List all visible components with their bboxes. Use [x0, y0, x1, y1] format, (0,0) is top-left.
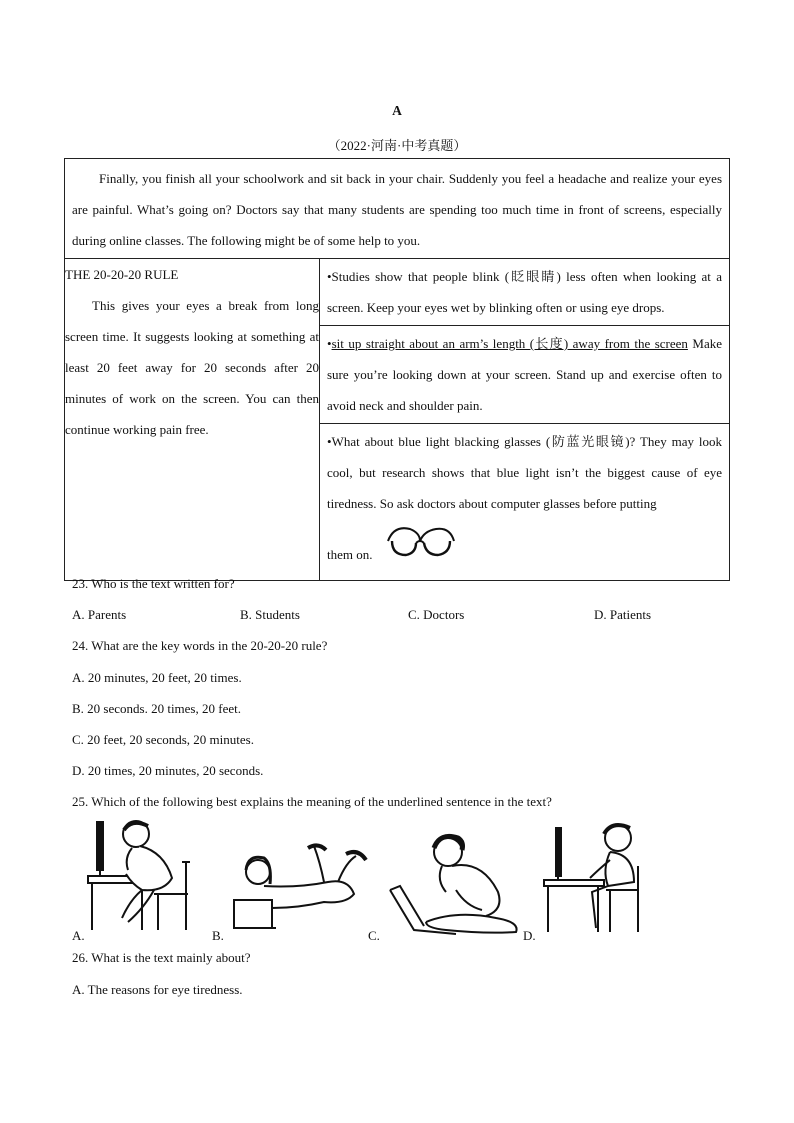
- rule-cell: [65, 259, 320, 581]
- question-26: 26. What is the text mainly about?: [72, 950, 251, 965]
- section-title: A: [392, 103, 402, 118]
- rule-text: This gives your eyes a break from long screen time. It suggests looking at something at least 20 feet away for 20 seconds after 20 minutes of work on the screen. You can then continue working pain free.: [65, 298, 319, 437]
- boy-at-desk-upright-illustration: [540, 820, 644, 936]
- question-24: 24. What are the key words in the 20-20-20 rule?: [72, 638, 328, 653]
- question-25: 25. Which of the following best explains the meaning of the underlined sentence in the text?: [72, 794, 552, 809]
- tip2-rest: Make sure you’re looking down at your screen. Stand up and exercise often to avoid neck and shoulder pain.: [327, 336, 723, 413]
- q23-option-a[interactable]: A. Parents: [72, 607, 127, 622]
- q24-option-a[interactable]: A. 20 minutes, 20 feet, 20 times.: [72, 670, 242, 685]
- q25-option-d[interactable]: D.: [523, 928, 536, 943]
- q24-option-c[interactable]: C. 20 feet, 20 seconds, 20 minutes.: [72, 732, 254, 747]
- tip2-bullet: •: [327, 336, 332, 351]
- q26-option-a[interactable]: A. The reasons for eye tiredness.: [72, 982, 243, 997]
- q25-option-a[interactable]: A.: [72, 928, 85, 943]
- q24-option-b[interactable]: B. 20 seconds. 20 times, 20 feet.: [72, 701, 241, 716]
- man-sitting-on-floor-with-laptop-illustration: [386, 830, 522, 938]
- q23-option-d[interactable]: D. Patients: [594, 607, 652, 622]
- tip2-cell: [320, 326, 730, 424]
- rule-title: THE 20-20-20 RULE: [65, 267, 179, 282]
- passage-table: [64, 158, 730, 581]
- source-subtitle: （2022·河南·中考真题）: [327, 138, 467, 153]
- q23-option-c[interactable]: C. Doctors: [408, 607, 465, 622]
- q25-option-c[interactable]: C.: [368, 928, 380, 943]
- question-23: 23. Who is the text written for?: [72, 576, 235, 591]
- boy-at-desk-slouching-illustration: [84, 818, 196, 934]
- underlined-sentence: sit up straight about an arm’s length (长度) away from the screen: [331, 336, 688, 351]
- tip1-text: •Studies show that people blink (眨眼睛) less often when looking at a screen. Keep your eyes wet by blinking often or using eye drops.: [327, 269, 723, 315]
- tip1-cell: [320, 259, 730, 326]
- q24-option-d[interactable]: D. 20 times, 20 minutes, 20 seconds.: [72, 763, 264, 778]
- intro-cell: [65, 159, 730, 259]
- girl-lying-with-laptop-illustration: [228, 838, 372, 934]
- tip3-text: •What about blue light blacking glasses (防蓝光眼镜)? They may look cool, but research shows that blue light isn’t the biggest cause of eye tiredness. So ask doctors about computer glasses before putting: [327, 434, 723, 511]
- intro-text: Finally, you finish all your schoolwork and sit back in your chair. Suddenly you feel a headache and realize your eyes are painful. What’s going on? Doctors say that many students are spending too much time in front of screens, especially during online classes. The following might be of some help to you.: [72, 171, 723, 248]
- q23-option-b[interactable]: B. Students: [240, 607, 300, 622]
- q25-option-b[interactable]: B.: [212, 928, 224, 943]
- tip3-end: them on.: [327, 547, 373, 562]
- glasses-icon: [384, 519, 456, 570]
- tip3-cell: [320, 424, 730, 581]
